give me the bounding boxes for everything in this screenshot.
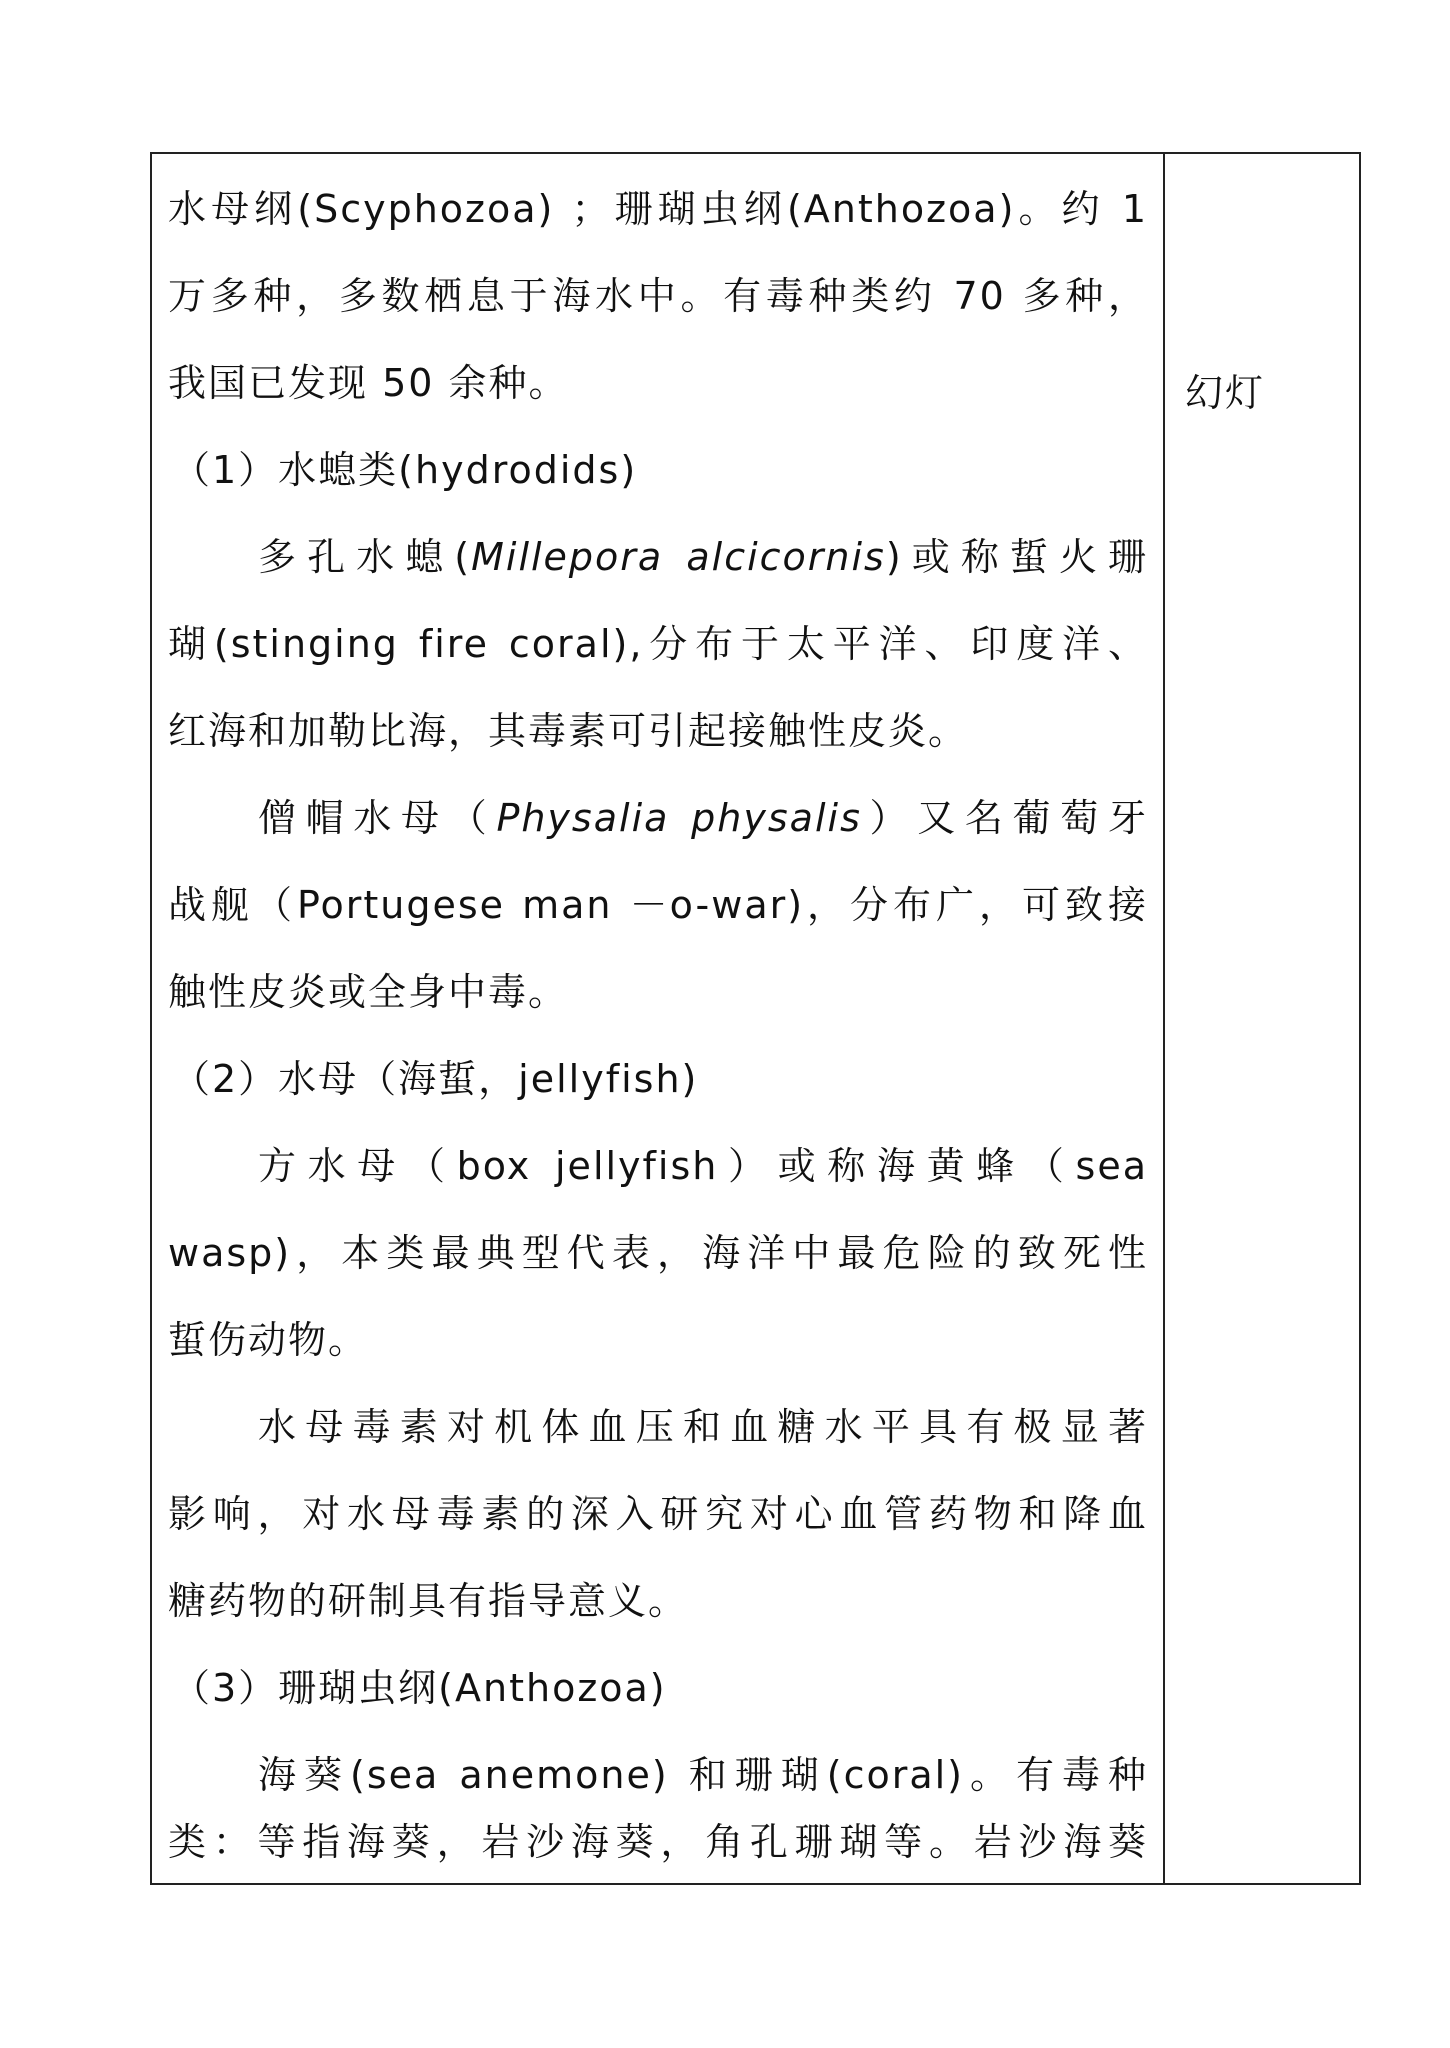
text-line: 水母毒素对机体血压和血糖水平具有极显著 [258, 1405, 1148, 1449]
text-line: 触性皮炎或全身中毒。 [168, 970, 569, 1014]
text-line: 方水母（box jellyfish）或称海黄蜂（sea [258, 1144, 1148, 1188]
side-cell [1165, 154, 1359, 1883]
text-line: 我国已发现 50 余种。 [168, 361, 569, 405]
species-name: Millepora alcicornis [471, 535, 886, 579]
text-line: 影响，对水母毒素的深入研究对心血管药物和降血 [168, 1492, 1148, 1536]
text-line: 红海和加勒比海，其毒素可引起接触性皮炎。 [168, 709, 969, 753]
section-heading-1: （1）水螅类(hydrodids) [172, 448, 638, 492]
section-heading-2: （2）水母（海蜇，jellyfish) [172, 1057, 699, 1101]
text-line [168, 775, 1148, 862]
text-line: 蜇伤动物。 [168, 1318, 369, 1362]
text-line: 瑚(stinging fire coral),分布于太平洋、印度洋、 [168, 622, 1148, 666]
text-span: 多孔水螅( [258, 535, 472, 579]
section-heading-3: （3）珊瑚虫纲(Anthozoa) [172, 1666, 667, 1710]
text-line: 水母纲(Scyphozoa) ；珊瑚虫纲(Anthozoa)。约 1 [168, 187, 1148, 231]
text-line: 战舰（Portugese man －o-war)，分布广，可致接 [168, 883, 1148, 927]
text-span: )或称蜇火珊 [885, 535, 1148, 579]
text-line: 糖药物的研制具有指导意义。 [168, 1579, 689, 1623]
side-note: 幻灯 [1185, 371, 1266, 415]
text-line: wasp)，本类最典型代表，海洋中最危险的致死性 [168, 1231, 1148, 1275]
text-line: 万多种，多数栖息于海水中。有毒种类约 70 多种， [168, 274, 1148, 318]
text-span: ）又名葡萄牙 [861, 796, 1148, 840]
text-line: 海葵(sea anemone) 和珊瑚(coral)。有毒种 [258, 1753, 1148, 1797]
text-line [168, 514, 1148, 601]
text-line: 类：等指海葵，岩沙海葵，角孔珊瑚等。岩沙海葵 [168, 1820, 1148, 1864]
document-table [150, 152, 1361, 1885]
content-cell [152, 154, 1165, 1883]
species-name: Physalia physalis [496, 796, 862, 840]
text-span: 僧帽水母（ [258, 796, 497, 840]
